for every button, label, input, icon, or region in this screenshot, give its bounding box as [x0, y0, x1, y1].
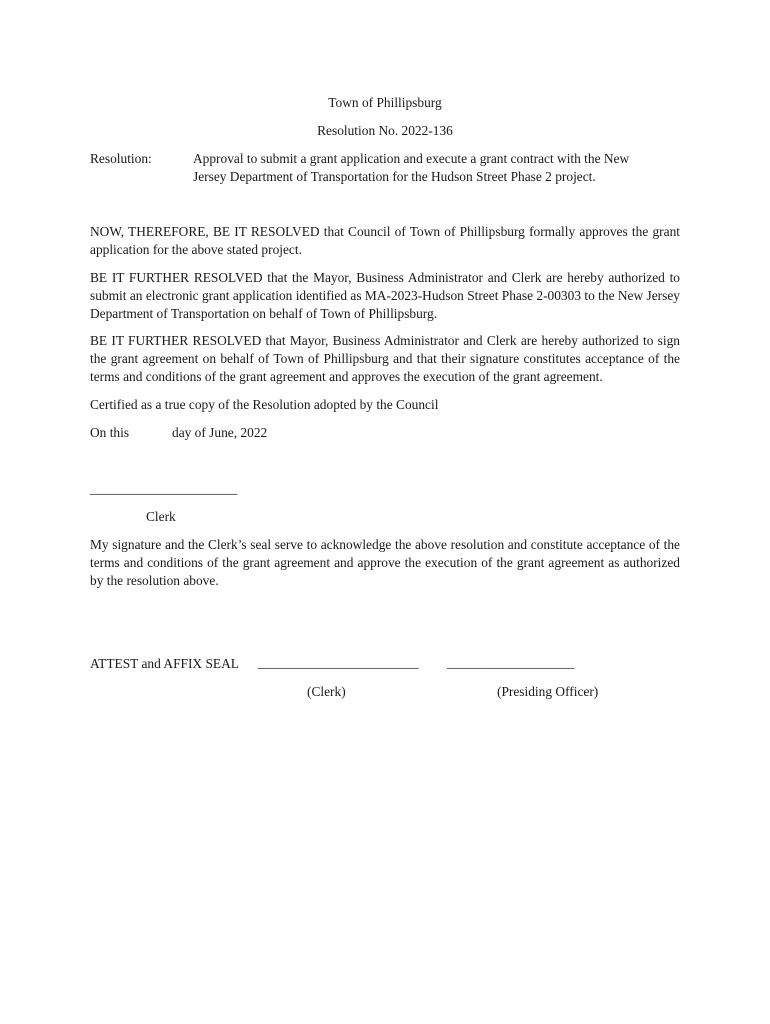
subject-label: Resolution: [90, 151, 152, 166]
on-this-label: On this [90, 425, 130, 440]
certified-statement: Certified as a true copy of the Resolution adopted by the Council [90, 397, 439, 412]
attest-label: ATTEST and AFFIX SEAL [90, 656, 239, 671]
attest-officer-line: ___________________ [447, 655, 575, 670]
acknowledgement-paragraph: My signature and the Clerk’s seal serve to acknowledge the above resolution and constitute acceptance of the terms and conditions of the grant agreement and approve the execution of the grant agreement as authorized by the resolution above. [90, 537, 680, 588]
resolution-number: Resolution No. 2022-136 [317, 123, 453, 138]
resolved-paragraph-3: BE IT FURTHER RESOLVED that Mayor, Business Administrator and Clerk are hereby authorized to sign the grant agreement on behalf of Town of Phillipsburg and that their signature constitutes acceptance of the terms and conditions of the grant agreement and approves the execution of the grant agreement. [90, 333, 680, 384]
resolved-paragraph-1: NOW, THEREFORE, BE IT RESOLVED that Council of Town of Phillipsburg formally approves the grant application for the above stated project. [90, 224, 680, 257]
subject-text: Approval to submit a grant application and execute a grant contract with the New Jersey Department of Transportation for the Hudson Street Phase 2 project. [193, 151, 630, 184]
presiding-officer-caption: (Presiding Officer) [497, 684, 599, 699]
attest-clerk-line: ________________________ [258, 655, 419, 670]
clerk-signature-line: ______________________ [90, 481, 238, 496]
clerk-caption: (Clerk) [307, 684, 346, 699]
clerk-label: Clerk [146, 509, 176, 524]
resolved-paragraph-2: BE IT FURTHER RESOLVED that the Mayor, Business Administrator and Clerk are hereby authorized to submit an electronic grant application identified as MA-2023-Hudson Street Phase 2-00303 to the New Jersey Department of Transportation on behalf of Town of Phillipsburg. [90, 270, 680, 321]
town-title: Town of Phillipsburg [328, 95, 442, 110]
date-text: day of June, 2022 [172, 425, 268, 440]
